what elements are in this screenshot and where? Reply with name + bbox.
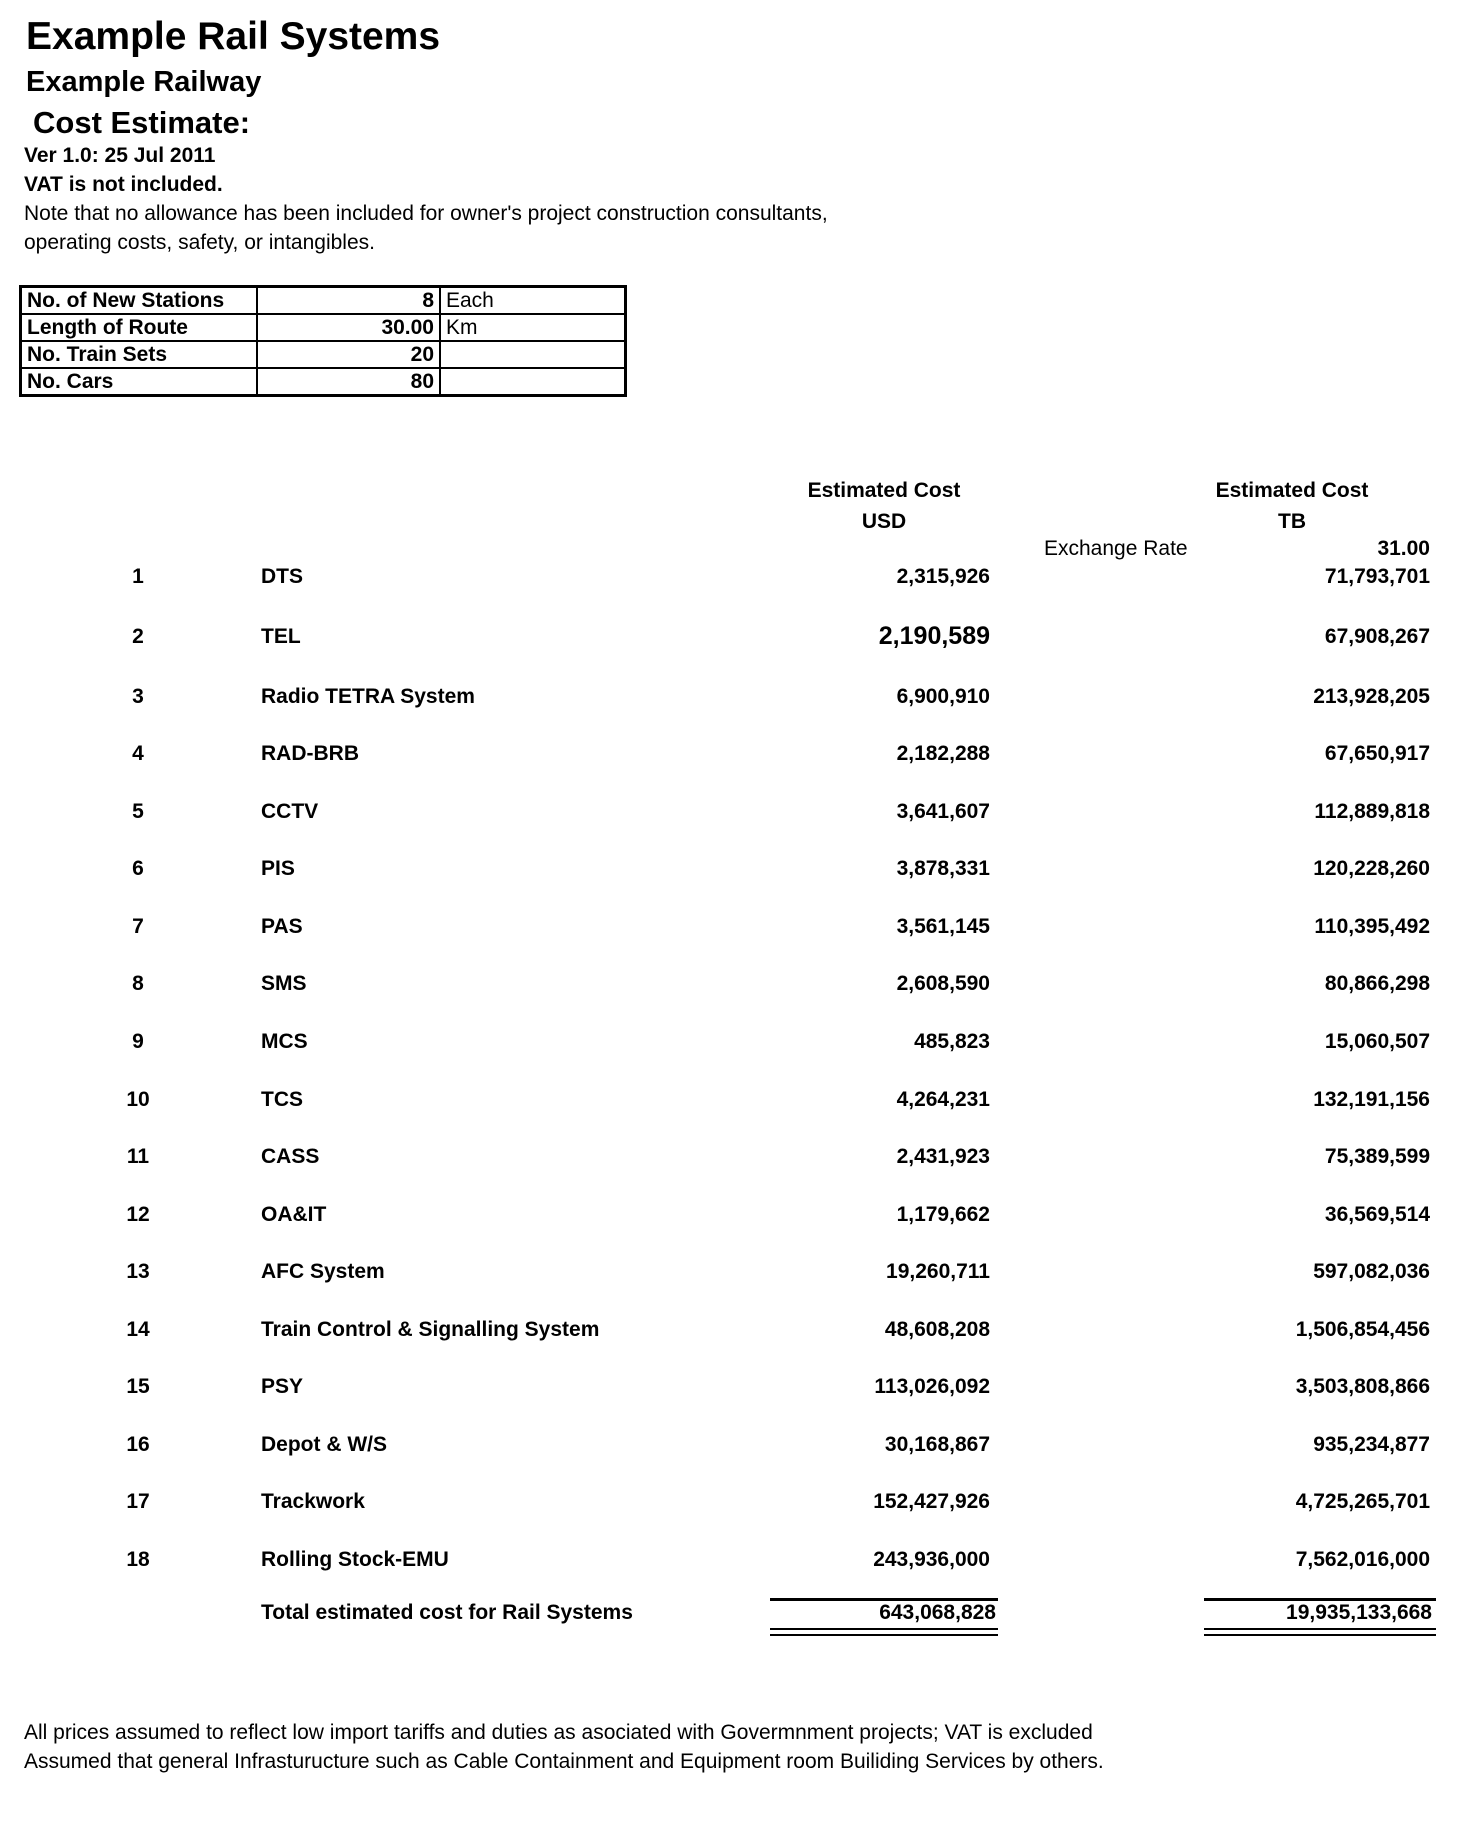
footnote-line1: All prices assumed to reflect low import tariffs and duties as asociated with Govermnment projects; VAT is excluded: [24, 1721, 1093, 1744]
cost-row: [0, 1375, 1470, 1407]
item-cost-tb: 36,569,514: [1324, 1203, 1430, 1226]
item-number: 18: [126, 1548, 150, 1571]
item-description: DTS: [261, 565, 303, 588]
item-number: 3: [132, 685, 144, 708]
vat-note: VAT is not included.: [24, 173, 223, 196]
item-number: 2: [132, 625, 144, 648]
cost-row: [0, 1433, 1470, 1465]
cost-row: [0, 742, 1470, 774]
total-cost-tb: 19,935,133,668: [1286, 1601, 1432, 1624]
item-cost-usd: 48,608,208: [884, 1318, 990, 1341]
total-usd-double-rule-1: [770, 1628, 998, 1630]
exchange-rate-value: 31.00: [1377, 537, 1430, 560]
allowance-note-line1: Note that no allowance has been included for owner's project construction consultants,: [24, 202, 828, 225]
item-description: TCS: [261, 1088, 303, 1111]
cost-row: [0, 1318, 1470, 1350]
item-description: PIS: [261, 857, 295, 880]
item-number: 9: [132, 1030, 144, 1053]
document-subtitle: Example Railway: [26, 66, 262, 98]
item-number: 15: [126, 1375, 150, 1398]
item-cost-tb: 1,506,854,456: [1295, 1318, 1430, 1341]
item-description: CASS: [261, 1145, 320, 1168]
item-cost-tb: 71,793,701: [1324, 565, 1430, 588]
cost-row: [0, 972, 1470, 1004]
total-tb-double-rule-2: [1204, 1634, 1436, 1636]
item-cost-tb: 935,234,877: [1313, 1433, 1430, 1456]
total-usd-double-rule-2: [770, 1634, 998, 1636]
param-value: 80: [257, 368, 440, 396]
item-cost-usd: 2,608,590: [896, 972, 990, 995]
item-number: 16: [126, 1433, 150, 1456]
item-cost-usd: 152,427,926: [873, 1490, 990, 1513]
item-cost-usd: 1,179,662: [896, 1203, 990, 1226]
item-cost-tb: 112,889,818: [1314, 800, 1430, 823]
param-label: Length of Route: [21, 314, 258, 341]
item-cost-usd: 4,264,231: [896, 1088, 990, 1111]
cost-row: [0, 915, 1470, 947]
cost-row: [0, 1145, 1470, 1177]
cost-row: [0, 857, 1470, 889]
cost-row: [0, 1548, 1470, 1580]
total-label: Total estimated cost for Rail Systems: [261, 1601, 633, 1624]
param-unit: Each: [440, 287, 626, 315]
item-number: 12: [126, 1203, 150, 1226]
item-description: Rolling Stock-EMU: [261, 1548, 449, 1571]
item-description: OA&IT: [261, 1203, 327, 1226]
usd-currency-label: USD: [861, 510, 907, 533]
item-cost-usd: 2,182,288: [896, 742, 990, 765]
total-cost-usd: 643,068,828: [879, 1601, 996, 1624]
item-number: 10: [126, 1088, 150, 1111]
allowance-note-line2: operating costs, safety, or intangibles.: [24, 231, 375, 254]
param-value: 30.00: [257, 314, 440, 341]
item-number: 7: [132, 915, 144, 938]
param-label: No. of New Stations: [21, 287, 258, 315]
cost-row: [0, 1030, 1470, 1062]
item-number: 5: [132, 800, 144, 823]
item-cost-tb: 67,908,267: [1324, 625, 1430, 648]
item-number: 13: [126, 1260, 150, 1283]
param-value: 20: [257, 341, 440, 368]
param-label: No. Train Sets: [21, 341, 258, 368]
item-number: 11: [126, 1145, 150, 1168]
param-label: No. Cars: [21, 368, 258, 396]
item-cost-usd: 113,026,092: [874, 1375, 990, 1398]
item-description: TEL: [261, 625, 301, 648]
cost-row: [0, 1088, 1470, 1120]
cost-row: [0, 622, 1470, 657]
item-cost-tb: 7,562,016,000: [1295, 1548, 1430, 1571]
item-cost-tb: 15,060,507: [1324, 1030, 1430, 1053]
item-cost-tb: 80,866,298: [1324, 972, 1430, 995]
item-cost-usd: 30,168,867: [884, 1433, 990, 1456]
param-value: 8: [257, 287, 440, 315]
item-number: 17: [126, 1490, 150, 1513]
cost-row: [0, 1203, 1470, 1235]
item-cost-tb: 75,389,599: [1324, 1145, 1430, 1168]
item-cost-tb: 67,650,917: [1324, 742, 1430, 765]
item-number: 6: [132, 857, 144, 880]
tb-column-header: Estimated Cost: [1215, 479, 1369, 502]
item-cost-usd: 3,641,607: [896, 800, 990, 823]
item-number: 4: [132, 742, 144, 765]
item-description: PAS: [261, 915, 303, 938]
usd-column-header: Estimated Cost: [807, 479, 961, 502]
item-cost-usd: 243,936,000: [873, 1548, 990, 1571]
section-heading: Cost Estimate:: [33, 105, 251, 140]
cost-row: [0, 800, 1470, 832]
item-cost-tb: 3,503,808,866: [1295, 1375, 1430, 1398]
total-tb-double-rule-1: [1204, 1628, 1436, 1630]
item-description: SMS: [261, 972, 307, 995]
version-line: Ver 1.0: 25 Jul 2011: [24, 144, 216, 167]
footnote-line2: Assumed that general Infrasturucture such as Cable Containment and Equipment room Builiding Services by others.: [24, 1750, 1104, 1773]
cost-row: [0, 1260, 1470, 1292]
item-cost-usd: 3,878,331: [896, 857, 990, 880]
item-description: RAD-BRB: [261, 742, 359, 765]
item-cost-usd: 485,823: [914, 1030, 990, 1053]
cost-row: [0, 685, 1470, 717]
item-cost-usd: 3,561,145: [896, 915, 990, 938]
item-cost-tb: 120,228,260: [1313, 857, 1430, 880]
item-description: PSY: [261, 1375, 304, 1398]
exchange-rate-label: Exchange Rate: [1044, 537, 1188, 560]
item-cost-usd: 2,190,589: [878, 622, 990, 650]
item-number: 14: [126, 1318, 150, 1341]
document-title: Example Rail Systems: [26, 15, 441, 58]
item-description: CCTV: [261, 800, 319, 823]
item-cost-tb: 213,928,205: [1313, 685, 1430, 708]
item-description: Train Control & Signalling System: [261, 1318, 600, 1341]
item-description: AFC System: [261, 1260, 385, 1283]
item-cost-tb: 110,395,492: [1314, 915, 1430, 938]
item-description: Trackwork: [261, 1490, 365, 1513]
item-number: 8: [132, 972, 144, 995]
item-number: 1: [132, 565, 144, 588]
item-cost-usd: 6,900,910: [896, 685, 990, 708]
cost-row: [0, 1490, 1470, 1522]
item-cost-usd: 2,431,923: [896, 1145, 990, 1168]
param-unit: Km: [440, 314, 626, 341]
item-description: Radio TETRA System: [261, 685, 475, 708]
tb-currency-label: TB: [1278, 510, 1306, 533]
item-cost-tb: 597,082,036: [1313, 1260, 1430, 1283]
item-description: Depot & W/S: [261, 1433, 387, 1456]
cost-row: [0, 565, 1470, 597]
item-description: MCS: [261, 1030, 308, 1053]
item-cost-tb: 132,191,156: [1313, 1088, 1430, 1111]
item-cost-usd: 2,315,926: [896, 565, 990, 588]
item-cost-tb: 4,725,265,701: [1295, 1490, 1430, 1513]
item-cost-usd: 19,260,711: [886, 1260, 990, 1283]
